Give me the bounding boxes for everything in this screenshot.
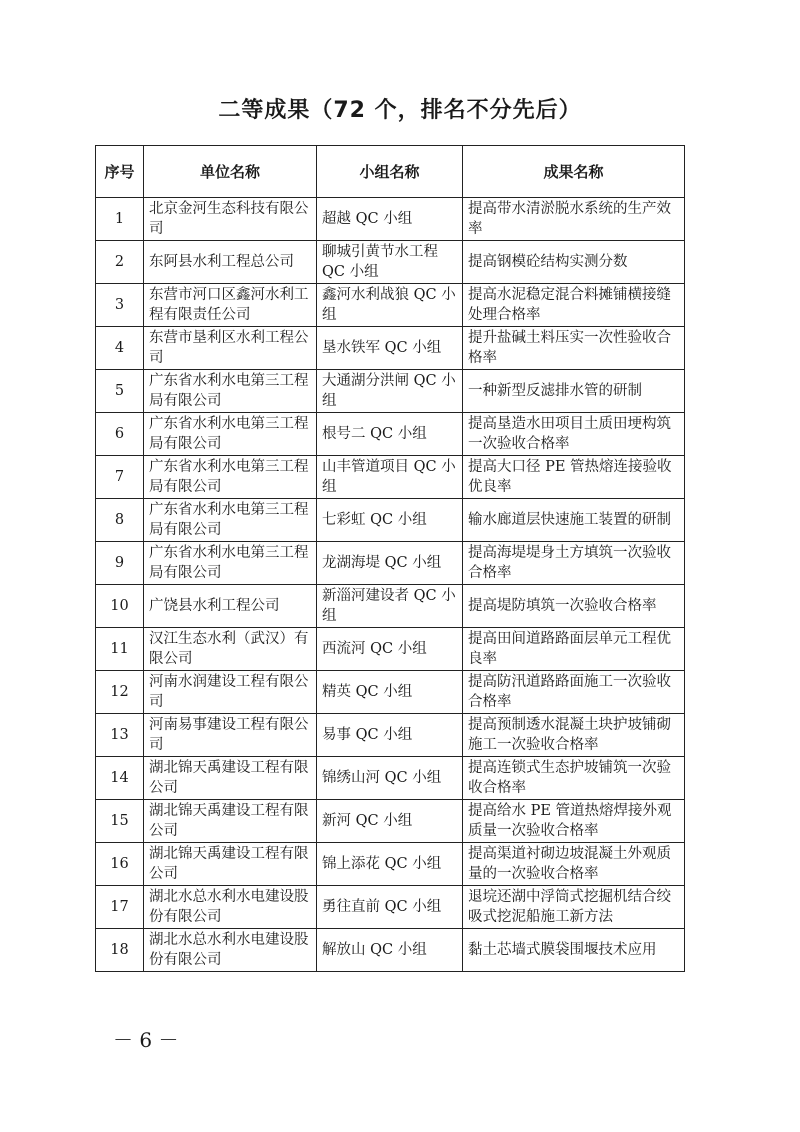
header-result-name: 成果名称 bbox=[463, 146, 685, 198]
row-index-cell: 14 bbox=[96, 757, 144, 800]
row-group-cell: 山丰管道项目 QC 小组 bbox=[317, 456, 463, 499]
row-group-cell: 超越 QC 小组 bbox=[317, 198, 463, 241]
row-unit-cell: 东营市垦利区水利工程公司 bbox=[144, 327, 317, 370]
row-index-cell: 17 bbox=[96, 886, 144, 929]
table-row bbox=[96, 929, 685, 972]
table-row bbox=[96, 585, 685, 628]
row-unit-cell: 广东省水利水电第三工程局有限公司 bbox=[144, 370, 317, 413]
row-group-cell: 西流河 QC 小组 bbox=[317, 628, 463, 671]
page-number: － 6 － bbox=[113, 1028, 179, 1052]
row-unit-cell: 湖北锦天禹建设工程有限公司 bbox=[144, 843, 317, 886]
row-unit-cell: 河南易事建设工程有限公司 bbox=[144, 714, 317, 757]
row-unit-cell: 汉江生态水利（武汉）有限公司 bbox=[144, 628, 317, 671]
row-index-cell: 7 bbox=[96, 456, 144, 499]
row-result-cell: 提高防汛道路路面施工一次验收合格率 bbox=[463, 671, 685, 714]
table-header-row bbox=[96, 146, 685, 198]
table-row bbox=[96, 198, 685, 241]
row-unit-cell: 河南水润建设工程有限公司 bbox=[144, 671, 317, 714]
page-title: 二等成果（72 个，排名不分先后） bbox=[218, 98, 582, 123]
row-unit-cell: 广东省水利水电第三工程局有限公司 bbox=[144, 456, 317, 499]
row-result-cell: 提高预制透水混凝土块护坡铺砌施工一次验收合格率 bbox=[463, 714, 685, 757]
header-group-name: 小组名称 bbox=[317, 146, 463, 198]
row-result-cell: 提高连锁式生态护坡铺筑一次验收合格率 bbox=[463, 757, 685, 800]
row-unit-cell: 湖北水总水利水电建设股份有限公司 bbox=[144, 929, 317, 972]
row-unit-cell: 广饶县水利工程公司 bbox=[144, 585, 317, 628]
row-group-cell: 新淄河建设者 QC 小组 bbox=[317, 585, 463, 628]
row-group-cell: 锦绣山河 QC 小组 bbox=[317, 757, 463, 800]
results-table bbox=[95, 145, 685, 972]
row-group-cell: 聊城引黄节水工程 QC 小组 bbox=[317, 241, 463, 284]
row-group-cell: 大通湖分洪闸 QC 小组 bbox=[317, 370, 463, 413]
row-result-cell: 输水廊道层快速施工装置的研制 bbox=[463, 499, 685, 542]
row-index-cell: 4 bbox=[96, 327, 144, 370]
table-row bbox=[96, 886, 685, 929]
row-unit-cell: 广东省水利水电第三工程局有限公司 bbox=[144, 499, 317, 542]
row-result-cell: 提高带水清淤脱水系统的生产效率 bbox=[463, 198, 685, 241]
table-row bbox=[96, 327, 685, 370]
row-result-cell: 一种新型反滤排水管的研制 bbox=[463, 370, 685, 413]
table-row bbox=[96, 542, 685, 585]
row-result-cell: 提高水泥稳定混合料摊铺横接缝处理合格率 bbox=[463, 284, 685, 327]
row-index-cell: 18 bbox=[96, 929, 144, 972]
row-index-cell: 2 bbox=[96, 241, 144, 284]
row-result-cell: 提高大口径 PE 管热熔连接验收优良率 bbox=[463, 456, 685, 499]
row-group-cell: 精英 QC 小组 bbox=[317, 671, 463, 714]
row-unit-cell: 东阿县水利工程总公司 bbox=[144, 241, 317, 284]
header-index: 序号 bbox=[96, 146, 144, 198]
row-unit-cell: 东营市河口区鑫河水利工程有限责任公司 bbox=[144, 284, 317, 327]
row-unit-cell: 湖北锦天禹建设工程有限公司 bbox=[144, 800, 317, 843]
row-result-cell: 提高给水 PE 管道热熔焊接外观质量一次验收合格率 bbox=[463, 800, 685, 843]
row-index-cell: 5 bbox=[96, 370, 144, 413]
row-result-cell: 提高渠道衬砌边坡混凝土外观质量的一次验收合格率 bbox=[463, 843, 685, 886]
row-group-cell: 勇往直前 QC 小组 bbox=[317, 886, 463, 929]
row-index-cell: 16 bbox=[96, 843, 144, 886]
row-index-cell: 11 bbox=[96, 628, 144, 671]
row-result-cell: 提高堤防填筑一次验收合格率 bbox=[463, 585, 685, 628]
row-index-cell: 13 bbox=[96, 714, 144, 757]
table-row bbox=[96, 499, 685, 542]
table-row bbox=[96, 757, 685, 800]
row-group-cell: 新河 QC 小组 bbox=[317, 800, 463, 843]
table-row bbox=[96, 284, 685, 327]
row-result-cell: 退垸还湖中浮筒式挖掘机结合绞吸式挖泥船施工新方法 bbox=[463, 886, 685, 929]
row-unit-cell: 北京金河生态科技有限公司 bbox=[144, 198, 317, 241]
row-group-cell: 七彩虹 QC 小组 bbox=[317, 499, 463, 542]
row-index-cell: 8 bbox=[96, 499, 144, 542]
table-row bbox=[96, 800, 685, 843]
row-index-cell: 9 bbox=[96, 542, 144, 585]
row-unit-cell: 广东省水利水电第三工程局有限公司 bbox=[144, 542, 317, 585]
table-row bbox=[96, 241, 685, 284]
row-result-cell: 提高钢模砼结构实测分数 bbox=[463, 241, 685, 284]
row-unit-cell: 湖北水总水利水电建设股份有限公司 bbox=[144, 886, 317, 929]
row-group-cell: 易事 QC 小组 bbox=[317, 714, 463, 757]
row-index-cell: 1 bbox=[96, 198, 144, 241]
table-body bbox=[96, 198, 685, 972]
row-index-cell: 6 bbox=[96, 413, 144, 456]
table-row bbox=[96, 714, 685, 757]
table-row bbox=[96, 413, 685, 456]
row-group-cell: 锦上添花 QC 小组 bbox=[317, 843, 463, 886]
row-result-cell: 提高海堤堤身土方填筑一次验收合格率 bbox=[463, 542, 685, 585]
row-result-cell: 提高垦造水田项目土质田埂构筑一次验收合格率 bbox=[463, 413, 685, 456]
row-group-cell: 垦水铁军 QC 小组 bbox=[317, 327, 463, 370]
row-index-cell: 12 bbox=[96, 671, 144, 714]
row-index-cell: 15 bbox=[96, 800, 144, 843]
table-row bbox=[96, 628, 685, 671]
table-row bbox=[96, 456, 685, 499]
row-index-cell: 10 bbox=[96, 585, 144, 628]
table-row bbox=[96, 370, 685, 413]
row-unit-cell: 湖北锦天禹建设工程有限公司 bbox=[144, 757, 317, 800]
row-index-cell: 3 bbox=[96, 284, 144, 327]
row-group-cell: 龙湖海堤 QC 小组 bbox=[317, 542, 463, 585]
row-result-cell: 提升盐碱土料压实一次性验收合格率 bbox=[463, 327, 685, 370]
row-unit-cell: 广东省水利水电第三工程局有限公司 bbox=[144, 413, 317, 456]
row-result-cell: 提高田间道路路面层单元工程优良率 bbox=[463, 628, 685, 671]
row-group-cell: 解放山 QC 小组 bbox=[317, 929, 463, 972]
header-unit-name: 单位名称 bbox=[144, 146, 317, 198]
table-row bbox=[96, 671, 685, 714]
row-group-cell: 根号二 QC 小组 bbox=[317, 413, 463, 456]
row-result-cell: 黏土芯墙式膜袋围堰技术应用 bbox=[463, 929, 685, 972]
row-group-cell: 鑫河水利战狼 QC 小组 bbox=[317, 284, 463, 327]
table-row bbox=[96, 843, 685, 886]
